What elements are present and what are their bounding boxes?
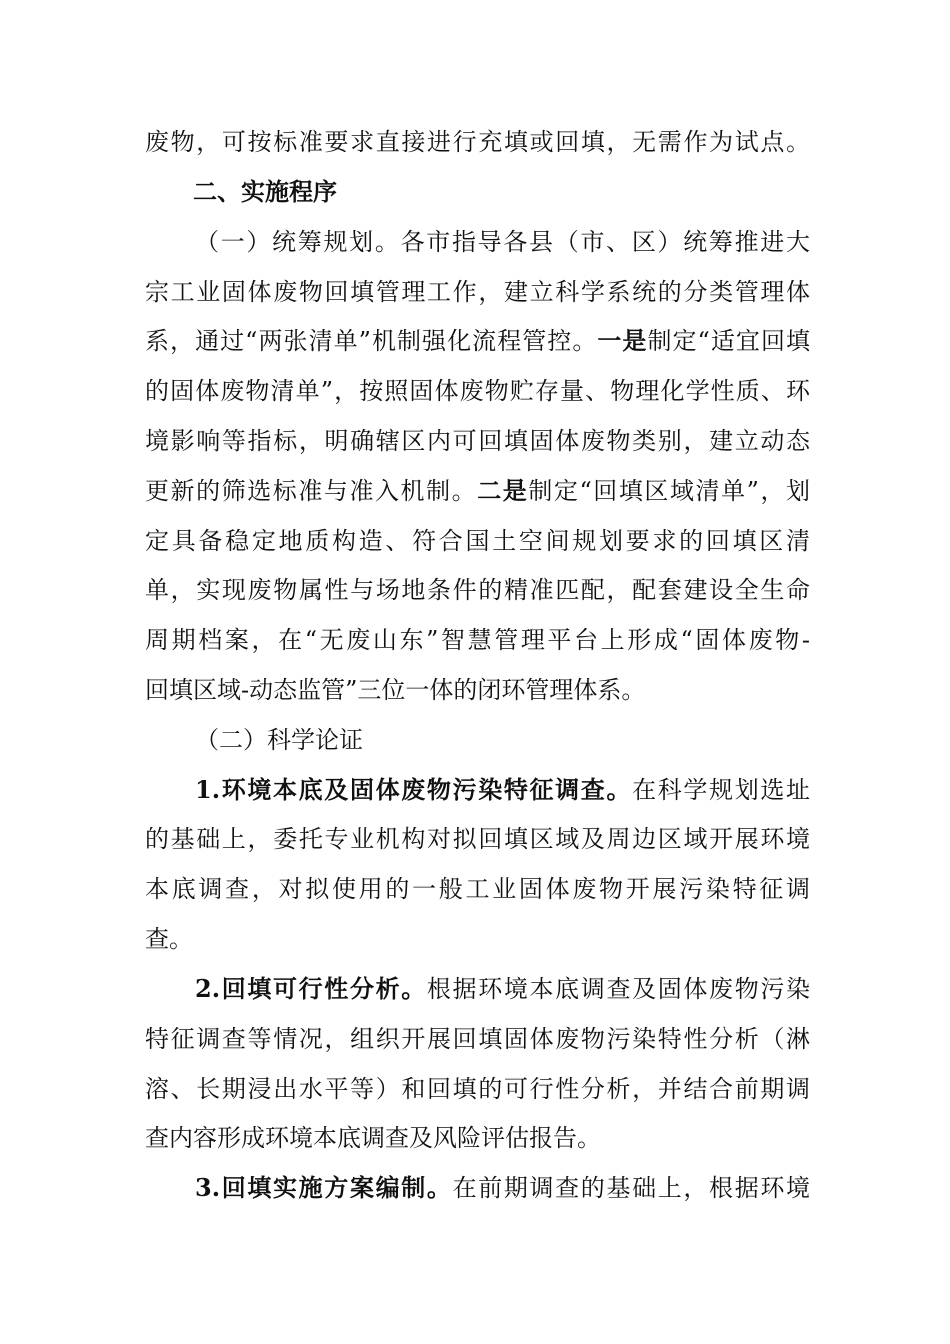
text-line-7: 境影响等指标，明确辖区内可回填固体废物类别，建立动态 — [145, 427, 810, 455]
bold-keyword-second: 二是 — [477, 476, 529, 505]
text-line-1: 废物，可按标准要求直接进行充填或回填，无需作为试点。 — [145, 128, 810, 156]
text-line-15: 的基础上，委托专业机构对拟回填区域及周边区域开展环境 — [145, 825, 810, 853]
text-line-21: 查内容形成环境本底调查及风险评估报告。 — [145, 1124, 601, 1152]
text-segment: 。各市指导各县（市、区）统筹推进大 — [374, 228, 810, 256]
text-segment: 根据环境本底调查及固体废物污染 — [426, 975, 810, 1003]
text-segment: 在前期调查的基础上，根据环境 — [452, 1174, 810, 1202]
text-line-14 — [195, 775, 810, 805]
text-segment: 制定“回填区域清单”，划 — [528, 477, 810, 505]
section-heading-implementation: 二、实施程序 — [193, 178, 337, 206]
text-line-3 — [195, 227, 810, 257]
text-line-17: 查。 — [145, 925, 193, 953]
text-line-12: 回填区域-动态监管”三位一体的闭环管理体系。 — [145, 676, 646, 704]
text-line-4: 宗工业固体废物回填管理工作，建立科学系统的分类管理体 — [145, 278, 810, 306]
text-line-8 — [145, 476, 810, 506]
item-title-feasibility: 2.回填可行性分析。 — [195, 974, 427, 1003]
text-line-16: 本底调查，对拟使用的一般工业固体废物开展污染特征调 — [145, 875, 810, 903]
item-title-baseline-survey: 1.环境本底及固体废物污染特征调查。 — [195, 775, 633, 804]
text-line-18 — [195, 974, 810, 1004]
text-line-11: 周期档案，在“无废山东”智慧管理平台上形成“固体废物- — [145, 626, 810, 654]
text-segment: 更新的筛选标准与准入机制。 — [145, 477, 478, 505]
subsection-title-demonstration: （二）科学论证 — [195, 726, 363, 754]
bold-keyword-first: 一是 — [597, 326, 648, 355]
text-line-19: 特征调查等情况，组织开展回填固体废物污染特性分析（淋 — [145, 1025, 810, 1053]
text-line-10: 单，实现废物属性与场地条件的精准匹配，配套建设全生命 — [145, 576, 810, 604]
text-segment: 在科学规划选址 — [632, 776, 810, 804]
text-line-6: 的固体废物清单”，按照固体废物贮存量、物理化学性质、环 — [145, 377, 810, 405]
text-segment: 制定“适宜回填 — [647, 327, 810, 355]
subsection-title-planning: （一）统筹规划 — [195, 228, 375, 256]
text-line-20: 溶、长期浸出水平等）和回填的可行性分析，并结合前期调 — [145, 1075, 810, 1103]
item-title-plan-preparation: 3.回填实施方案编制。 — [195, 1173, 453, 1202]
text-line-22 — [195, 1173, 810, 1203]
text-line-5 — [145, 326, 810, 356]
text-segment: 系，通过“两张清单”机制强化流程管控。 — [145, 327, 598, 355]
text-line-9: 定具备稳定地质构造、符合国土空间规划要求的回填区清 — [145, 527, 810, 555]
